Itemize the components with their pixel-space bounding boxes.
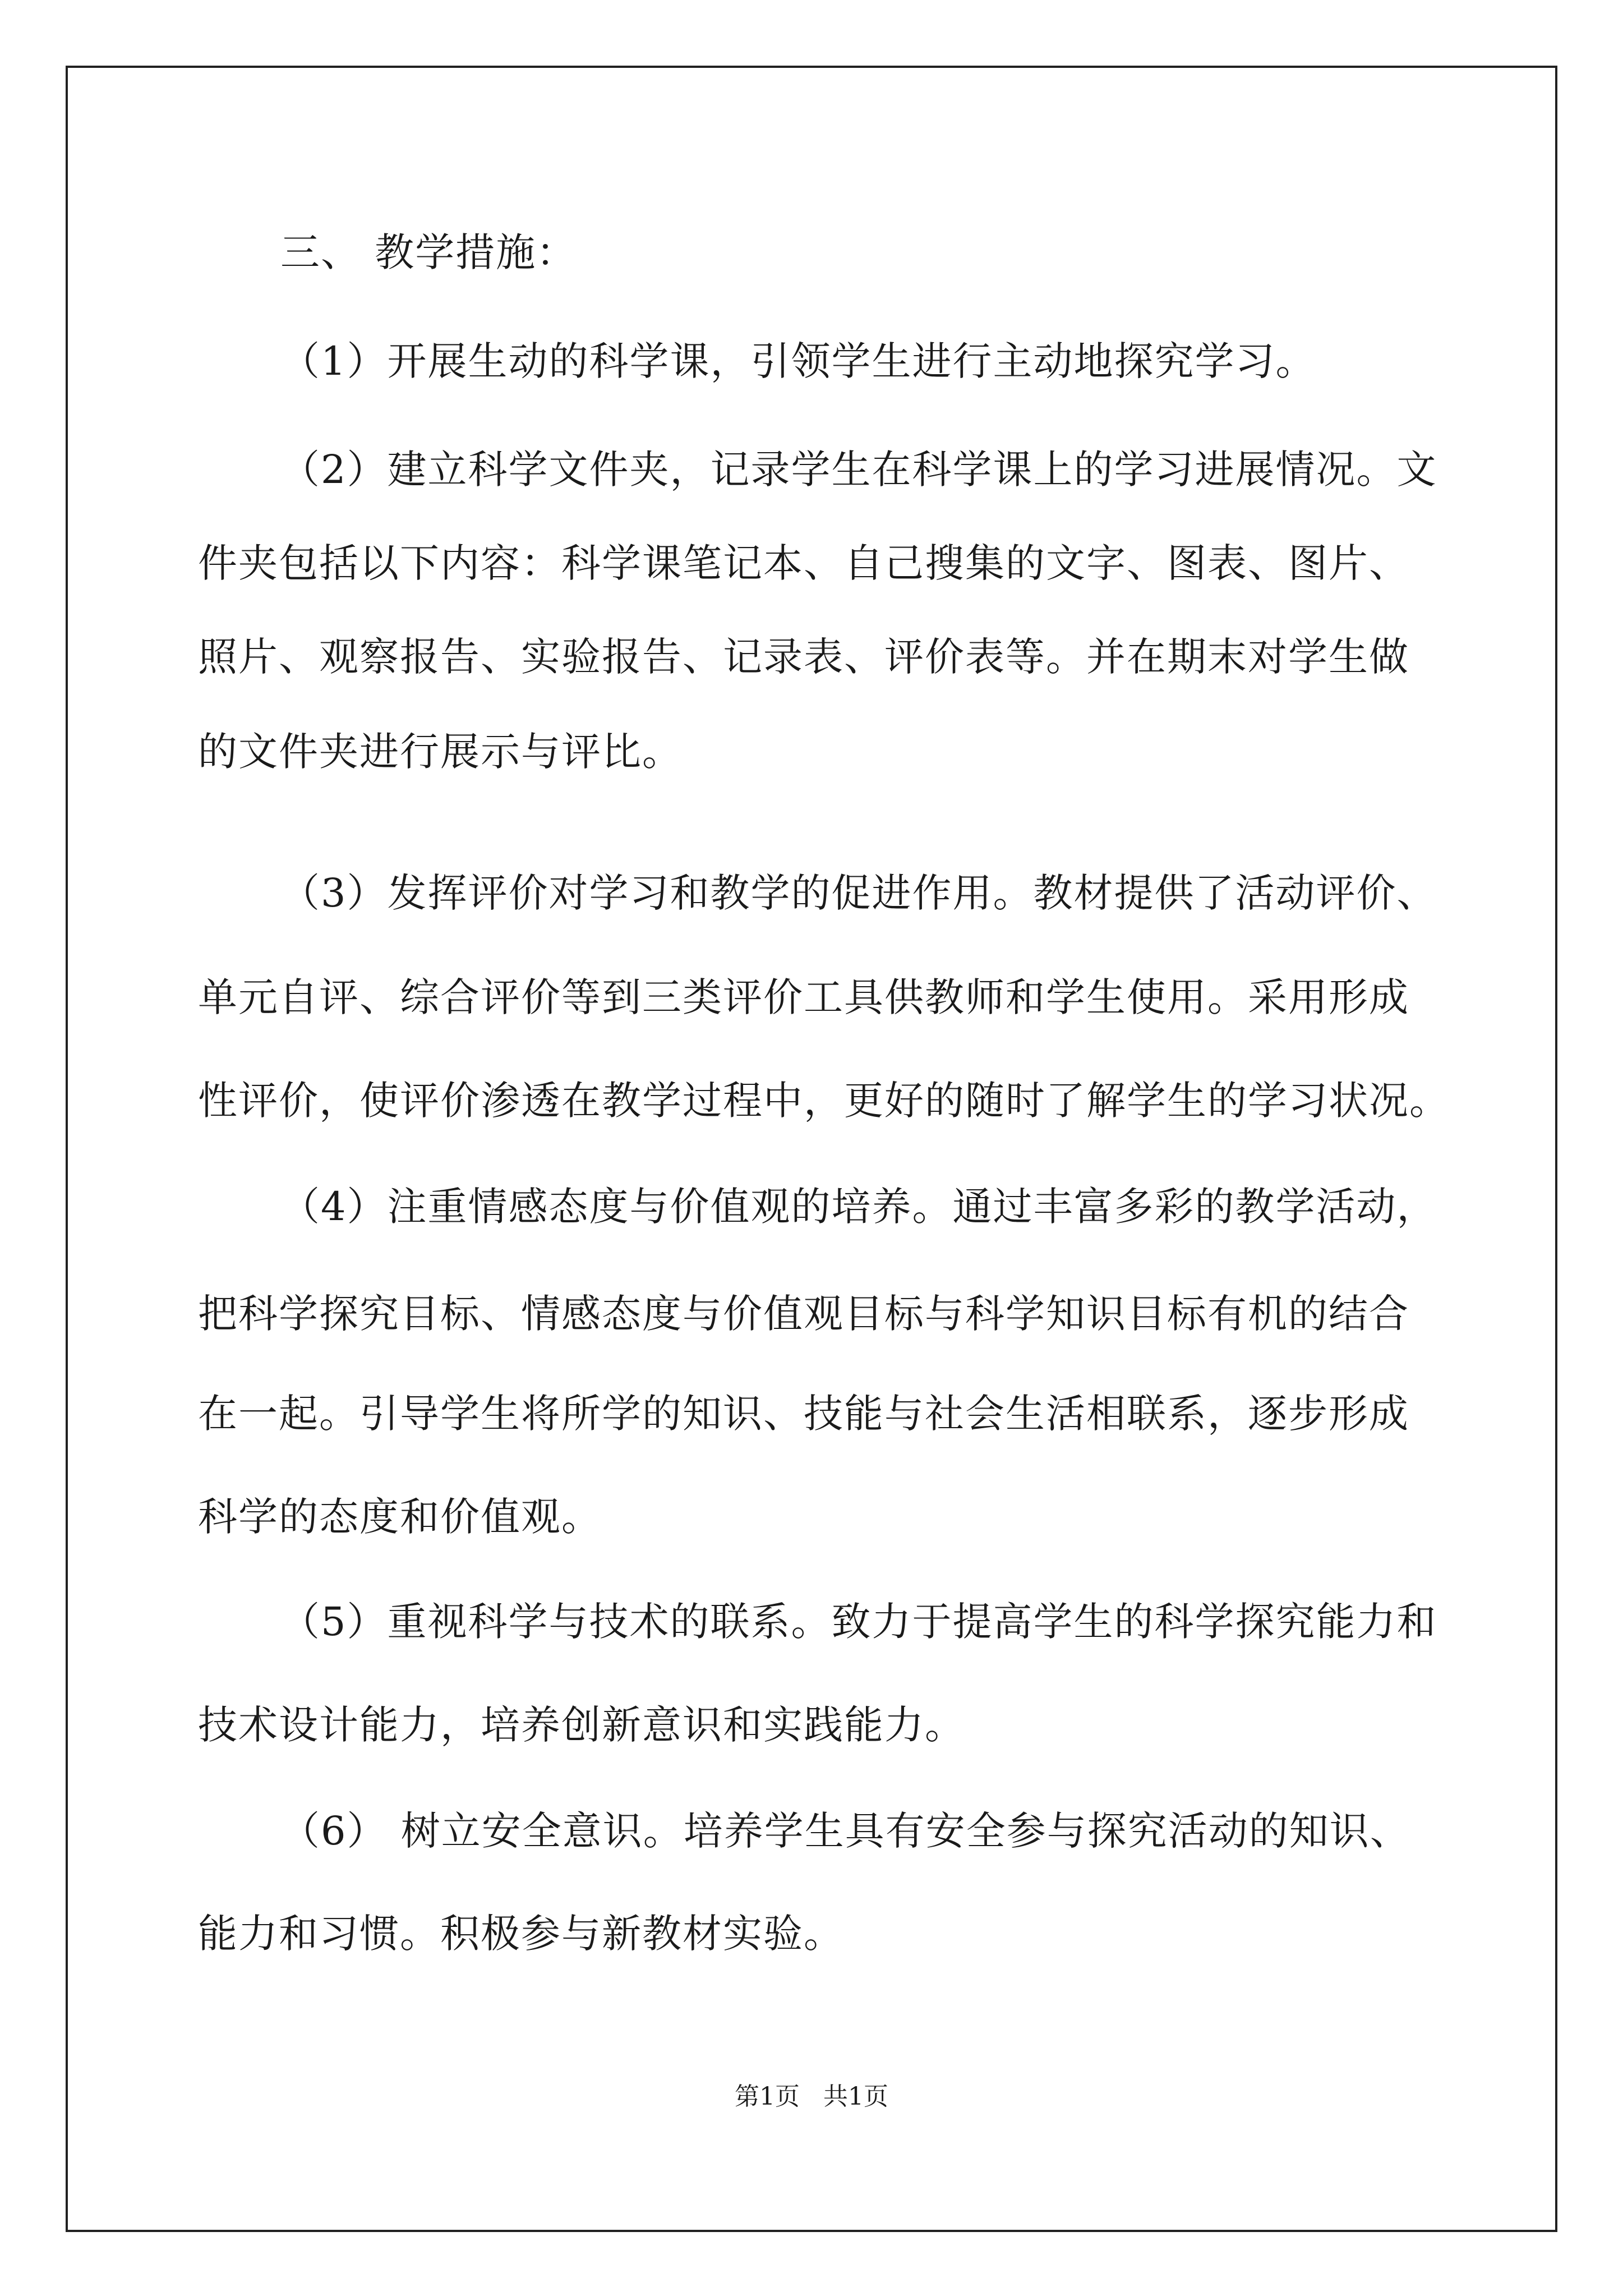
paragraph-line: 能力和习惯。积极参与新教材实验。	[198, 1911, 844, 1957]
page-border	[66, 66, 1557, 2232]
paragraph-line: （2）建立科学文件夹，记录学生在科学课上的学习进展情况。文	[280, 447, 1437, 493]
paragraph-line: （1）开展生动的科学课，引领学生进行主动地探究学习。	[280, 338, 1316, 384]
paragraph-line: 把科学探究目标、情感态度与价值观目标与科学知识目标有机的结合	[198, 1291, 1409, 1337]
paragraph-line: 在一起。引导学生将所学的知识、技能与社会生活相联系，逐步形成	[198, 1391, 1409, 1437]
paragraph-line: 的文件夹进行展示与评比。	[198, 729, 683, 775]
paragraph-line: （6） 树立安全意识。培养学生具有安全参与探究活动的知识、	[280, 1808, 1410, 1854]
paragraph-line: 科学的态度和价值观。	[198, 1494, 602, 1540]
paragraph-line: 单元自评、综合评价等到三类评价工具供教师和学生使用。采用形成	[198, 974, 1409, 1020]
paragraph-line: 件夹包括以下内容：科学课笔记本、自己搜集的文字、图表、图片、	[198, 540, 1409, 586]
paragraph-line: （3）发挥评价对学习和教学的促进作用。教材提供了活动评价、	[280, 870, 1437, 916]
paragraph-line: 性评价，使评价渗透在教学过程中，更好的随时了解学生的学习状况。	[198, 1078, 1450, 1124]
paragraph-line: （5）重视科学与技术的联系。致力于提高学生的科学探究能力和	[280, 1599, 1437, 1645]
section-heading: 三、 教学措施：	[280, 229, 577, 275]
paragraph-line: 照片、观察报告、实验报告、记录表、评价表等。并在期末对学生做	[198, 634, 1409, 680]
paragraph-line: （4）注重情感态度与价值观的培养。通过丰富多彩的教学活动，	[280, 1184, 1437, 1230]
page-footer: 第1页 共1页	[735, 2082, 888, 2111]
paragraph-line: 技术设计能力，培养创新意识和实践能力。	[198, 1702, 965, 1748]
